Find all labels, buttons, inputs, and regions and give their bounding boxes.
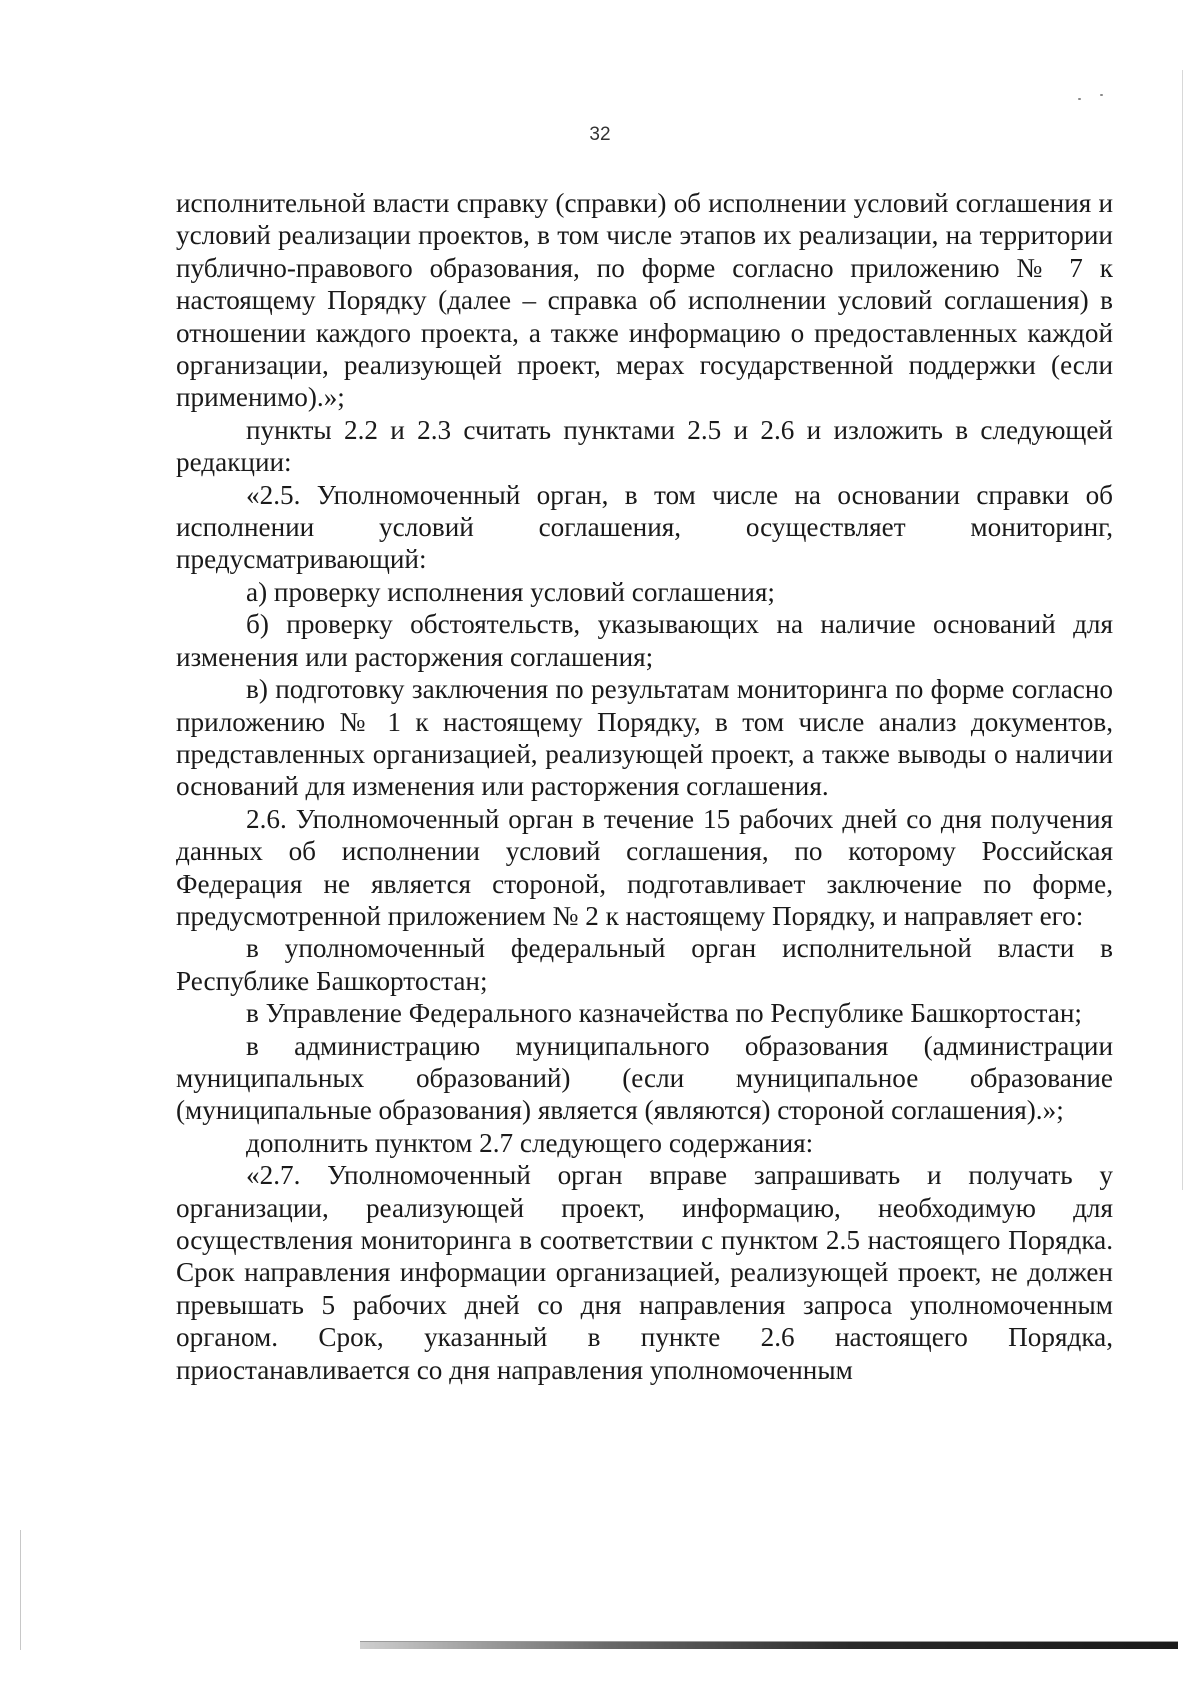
paragraph: дополнить пунктом 2.7 следующего содержания:	[246, 1127, 814, 1158]
paragraph: в администрацию муниципального образования (администрации муниципальных образований) (если муниципальное образование (муниципальные образования) является (являются) стороной соглашения).»;	[176, 1030, 1113, 1126]
paragraph: в Управление Федерального казначейства по Республике Башкортостан;	[246, 998, 1082, 1029]
paragraph: в уполномоченный федеральный орган исполнительной власти в Республике Башкортостан;	[176, 933, 1113, 996]
paragraph: б) проверку обстоятельств, указывающих на наличие оснований для изменения или расторжения соглашения;	[176, 609, 1113, 672]
paragraph: «2.7. Уполномоченный орган вправе запрашивать и получать у организации, реализующей проект, информацию, необходимую для осуществления мониторинга в соответствии с пунктом 2.5 настоящего Порядка. Срок направления информации организацией, реализующей проект, не должен превышать 5 рабочих дней со дня направления запроса уполномоченным органом. Срок, указанный в пункте 2.6 настоящего Порядка, приостанавливается со дня направления уполномоченным	[176, 1160, 1113, 1385]
paragraph: 2.6. Уполномоченный орган в течение 15 рабочих дней со дня получения данных об исполнении условий соглашения, по которому Российская Федерация не является стороной, подготавливает заключение по форме, предусмотренной приложением № 2 к настоящему Порядку, и направляет его:	[176, 803, 1113, 931]
paragraph: «2.5. Уполномоченный орган, в том числе на основании справки об исполнении условий соглашения, осуществляет мониторинг, предусматривающий:	[176, 479, 1113, 575]
document-body	[176, 187, 1113, 1386]
scan-edge-line	[20, 1530, 21, 1650]
paragraph: а) проверку исполнения условий соглашения;	[246, 576, 775, 607]
paragraph: исполнительной власти справку (справки) об исполнении условий соглашения и условий реализации проектов, в том числе этапов их реализации, на территории публично-правового образования, по форме согласно приложению № 7 к настоящему Порядку (далее – справка об исполнении условий соглашения) в отношении каждого проекта, а также информацию о предоставленных каждой организации, реализующей проект, мерах государственной поддержки (если применимо).»;	[176, 188, 1113, 413]
scan-speck	[1078, 98, 1081, 100]
page-number: 32	[589, 124, 611, 145]
scan-edge-line	[1182, 70, 1183, 1190]
scan-edge-bar	[360, 1642, 1178, 1649]
paragraph: пункты 2.2 и 2.3 считать пунктами 2.5 и 2.6 и изложить в следующей редакции:	[176, 414, 1113, 478]
paragraph: в) подготовку заключения по результатам мониторинга по форме согласно приложению № 1 к настоящему Порядку, в том числе анализ документов, представленных организацией, реализующей проект, а также выводы о наличии оснований для изменения или расторжения соглашения.	[176, 674, 1113, 802]
scan-speck	[1100, 94, 1103, 96]
